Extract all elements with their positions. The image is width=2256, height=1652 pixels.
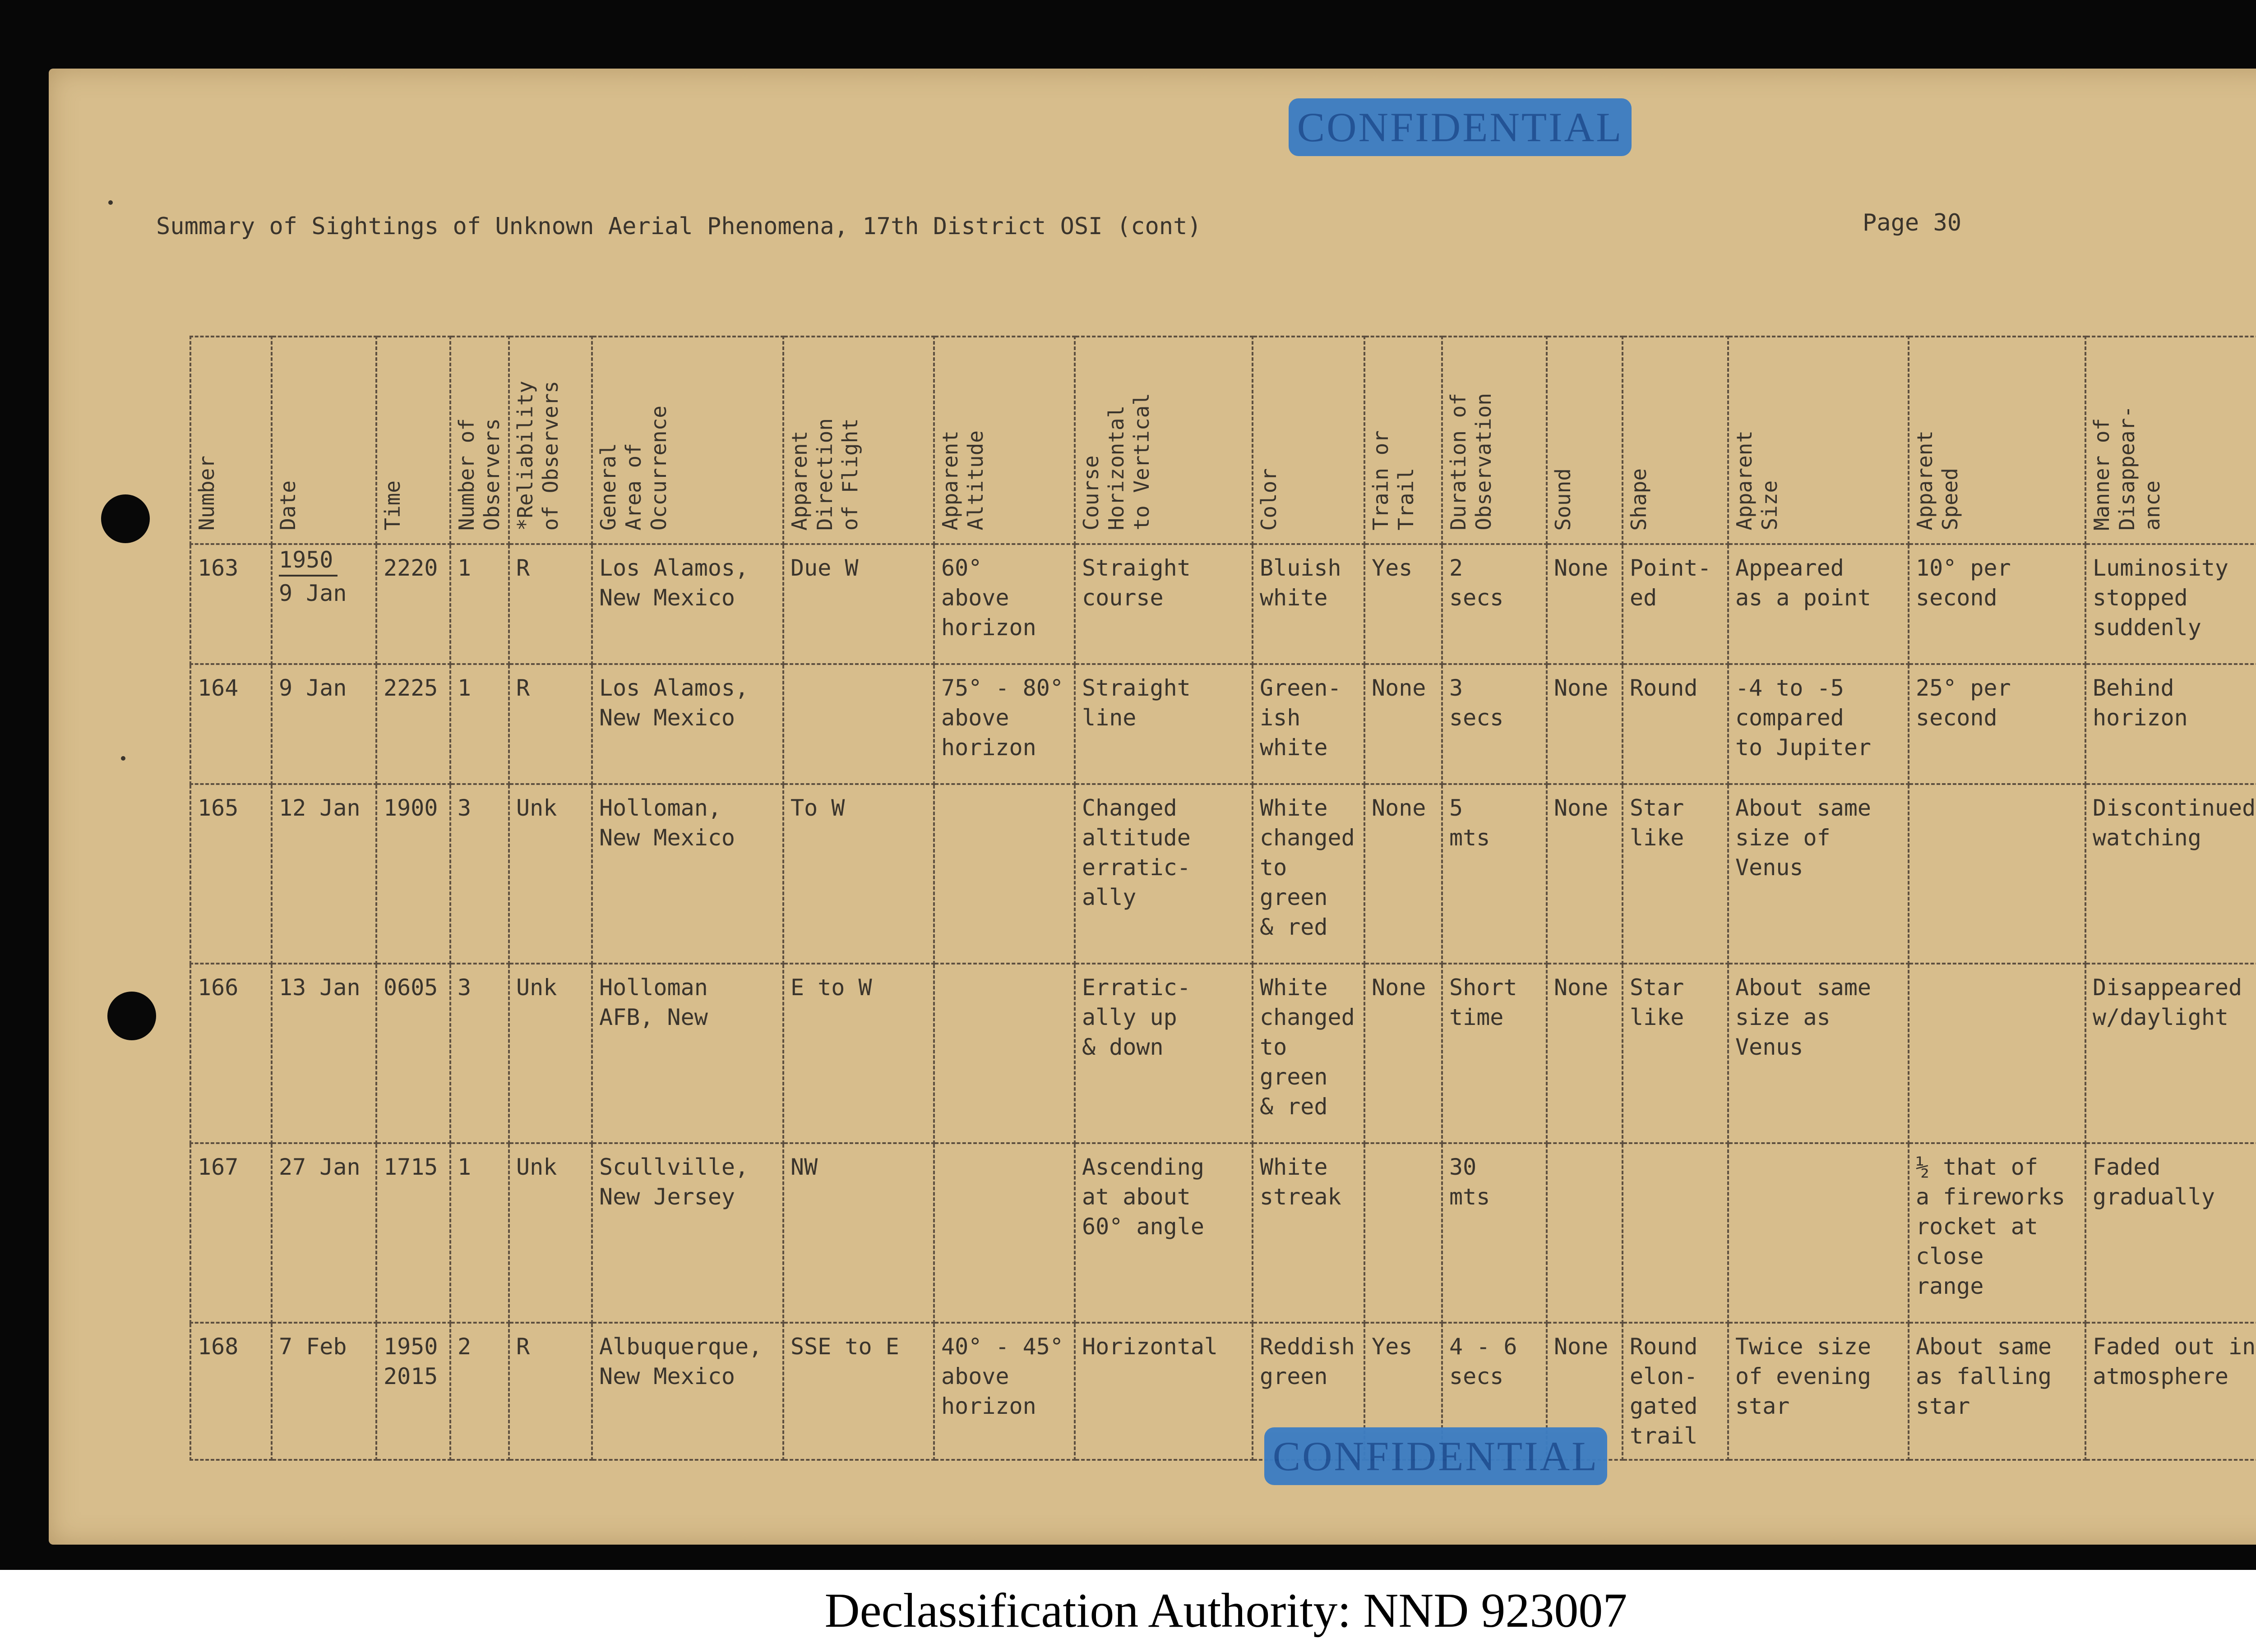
cell-text: E to W	[791, 974, 872, 1001]
table-cell	[1075, 1323, 1253, 1460]
table-cell	[1547, 1143, 1623, 1323]
table-cell	[1547, 544, 1623, 664]
table-cell	[1547, 664, 1623, 784]
table-cell	[509, 1143, 592, 1323]
cell-text: Los Alamos, New Mexico	[599, 675, 749, 731]
table-cell	[450, 1323, 509, 1460]
table-cell	[1909, 664, 2085, 784]
table-cell	[1623, 784, 1728, 964]
table-cell	[272, 1323, 376, 1460]
cell-text: None	[1554, 974, 1609, 1001]
cell-text: 25° per second	[1916, 675, 2011, 731]
table-cell	[592, 1323, 783, 1460]
cell-text: Los Alamos, New Mexico	[599, 555, 749, 611]
cell-text: Albuquerque, New Mexico	[599, 1334, 763, 1389]
table-cell	[934, 664, 1075, 784]
column-header: Sound	[1547, 337, 1623, 544]
table-cell	[272, 664, 376, 784]
cell-text: NW	[791, 1154, 818, 1180]
cell-text: Unk	[516, 974, 557, 1001]
table-cell	[376, 1323, 450, 1460]
table-row	[190, 1323, 2256, 1460]
table-cell	[376, 784, 450, 964]
cell-text: White streak	[1260, 1154, 1341, 1210]
cell-text: Bluish white	[1260, 555, 1341, 611]
cell-text: R	[516, 1334, 530, 1360]
cell-text: Straight course	[1082, 555, 1191, 611]
table-cell	[1909, 1323, 2085, 1460]
table-cell	[1442, 1143, 1547, 1323]
column-header: Time	[376, 337, 450, 544]
cell-text: Unk	[516, 1154, 557, 1180]
cell-text: 2	[458, 1334, 472, 1360]
table-cell	[1364, 784, 1442, 964]
table-cell	[783, 664, 934, 784]
column-header: Course Horizontal to Vertical	[1075, 337, 1253, 544]
cell-text: White changed to green & red	[1260, 974, 1355, 1120]
confidential-stamp-top: CONFIDENTIAL	[1289, 98, 1632, 156]
table-cell	[1253, 1143, 1364, 1323]
paper-mark	[108, 200, 113, 205]
cell-text: 10° per second	[1916, 555, 2011, 611]
cell-text: Star like	[1630, 795, 1684, 851]
column-header: Shape	[1623, 337, 1728, 544]
table-cell	[783, 544, 934, 664]
cell-text: Faded out in atmosphere	[2093, 1334, 2256, 1389]
cell-text: 75° - 80° above horizon	[941, 675, 1063, 761]
column-header: Apparent Speed	[1909, 337, 2085, 544]
table-cell	[450, 1143, 509, 1323]
table-cell	[1909, 784, 2085, 964]
cell-text: 0605	[384, 974, 438, 1001]
table-cell	[1364, 544, 1442, 664]
table-cell	[1728, 664, 1909, 784]
table-cell	[934, 1143, 1075, 1323]
cell-text: Yes	[1372, 1334, 1413, 1360]
cell-text: 3	[458, 795, 472, 821]
cell-text: None	[1554, 675, 1609, 701]
table-cell	[450, 784, 509, 964]
year-label: 1950	[279, 545, 337, 577]
table-cell	[2085, 1323, 2256, 1460]
column-header: Apparent Direction of Flight	[783, 337, 934, 544]
table-cell	[1075, 544, 1253, 664]
cell-text: 30 mts	[1449, 1154, 1490, 1210]
table-cell	[2085, 664, 2256, 784]
table-row	[190, 1143, 2256, 1323]
cell-text: None	[1372, 974, 1426, 1001]
cell-text: Point- ed	[1630, 555, 1711, 611]
document-title: Summary of Sightings of Unknown Aerial Phenomena, 17th District OSI (cont)	[156, 213, 1202, 240]
cell-text: About same size of Venus	[1735, 795, 1872, 881]
cell-text: About same size as Venus	[1735, 974, 1872, 1060]
cell-text: Round elon- gated trail	[1630, 1334, 1698, 1449]
table-cell	[1364, 664, 1442, 784]
document-page	[49, 69, 2256, 1545]
cell-text: 166	[198, 974, 239, 1001]
column-header: Manner of Disappear- ance	[2085, 337, 2256, 544]
cell-text: None	[1554, 555, 1609, 581]
column-header: *Reliability of Observers	[509, 337, 592, 544]
cell-text: 9 Jan	[279, 580, 347, 606]
table-cell	[450, 664, 509, 784]
cell-text: 3	[458, 974, 472, 1001]
cell-text: To W	[791, 795, 845, 821]
cell-text: Round	[1630, 675, 1698, 701]
table-cell	[2085, 964, 2256, 1143]
table-cell	[1442, 664, 1547, 784]
cell-text: 12 Jan	[279, 795, 361, 821]
table-cell	[1623, 964, 1728, 1143]
page-number: Page 30	[1863, 209, 1962, 236]
table-cell	[2085, 544, 2256, 664]
column-header: Number	[190, 337, 272, 544]
table-cell	[1442, 964, 1547, 1143]
table-cell	[450, 544, 509, 664]
table-cell	[1909, 964, 2085, 1143]
cell-text: 1950 2015	[384, 1334, 438, 1389]
table-cell	[450, 964, 509, 1143]
table-cell	[376, 664, 450, 784]
cell-text: 1	[458, 1154, 472, 1180]
cell-text: Changed altitude erratic- ally	[1082, 795, 1191, 910]
table-cell	[509, 964, 592, 1143]
cell-text: -4 to -5 compared to Jupiter	[1735, 675, 1872, 761]
cell-text: Luminosity stopped suddenly	[2093, 555, 2229, 641]
table-row	[190, 664, 2256, 784]
cell-text: White changed to green & red	[1260, 795, 1355, 940]
table-cell	[592, 784, 783, 964]
table-cell	[190, 1323, 272, 1460]
table-cell	[1728, 1323, 1909, 1460]
cell-text: 9 Jan	[279, 675, 347, 701]
cell-text: Star like	[1630, 974, 1684, 1030]
table-cell	[1728, 544, 1909, 664]
table-row	[190, 544, 2256, 664]
declassification-footer: Declassification Authority: NND 923007	[824, 1584, 1627, 1638]
column-header: Color	[1253, 337, 1364, 544]
table-cell	[1253, 784, 1364, 964]
cell-text: R	[516, 555, 530, 581]
table-cell	[1075, 964, 1253, 1143]
table-cell	[783, 964, 934, 1143]
table-cell	[376, 1143, 450, 1323]
cell-text: Discontinued watching	[2093, 795, 2256, 851]
table-cell	[509, 544, 592, 664]
column-header: Duration of Observation	[1442, 337, 1547, 544]
cell-text: 163	[198, 555, 239, 581]
cell-text: Faded gradually	[2093, 1154, 2215, 1210]
table-cell	[592, 664, 783, 784]
table-cell	[1253, 964, 1364, 1143]
table-cell	[783, 1323, 934, 1460]
table-cell	[509, 784, 592, 964]
cell-text: R	[516, 675, 530, 701]
table-cell	[272, 964, 376, 1143]
table-cell	[272, 544, 376, 664]
table-cell	[1075, 664, 1253, 784]
cell-text: Behind horizon	[2093, 675, 2188, 731]
cell-text: 4 - 6 secs	[1449, 1334, 1517, 1389]
cell-text: Reddish green	[1260, 1334, 1355, 1389]
cell-text: 5 mts	[1449, 795, 1490, 851]
cell-text: Short time	[1449, 974, 1517, 1030]
table-cell	[1364, 964, 1442, 1143]
cell-text: Horizontal	[1082, 1334, 1218, 1360]
table-cell	[1623, 1323, 1728, 1460]
cell-text: 7 Feb	[279, 1334, 347, 1360]
cell-text: 168	[198, 1334, 239, 1360]
table-cell	[934, 784, 1075, 964]
column-header: Apparent Size	[1728, 337, 1909, 544]
table-cell	[2085, 784, 2256, 964]
cell-text: Holloman AFB, New	[599, 974, 708, 1030]
table-cell	[1364, 1143, 1442, 1323]
cell-text: 1	[458, 555, 472, 581]
cell-text: 2220	[384, 555, 438, 581]
punch-hole-top	[101, 494, 150, 543]
table-cell	[1909, 544, 2085, 664]
cell-text: 27 Jan	[279, 1154, 361, 1180]
table-cell	[934, 964, 1075, 1143]
table-cell	[376, 964, 450, 1143]
column-header: Apparent Altitude	[934, 337, 1075, 544]
cell-text: 2225	[384, 675, 438, 701]
column-header: Date	[272, 337, 376, 544]
table-cell	[783, 1143, 934, 1323]
table-cell	[1547, 964, 1623, 1143]
paper-mark	[121, 756, 125, 761]
cell-text: Scullville, New Jersey	[599, 1154, 749, 1210]
table-cell	[190, 1143, 272, 1323]
cell-text: 1900	[384, 795, 438, 821]
cell-text: Unk	[516, 795, 557, 821]
table-header-row	[190, 337, 2256, 544]
cell-text: Ascending at about 60° angle	[1082, 1154, 1204, 1240]
table-cell	[190, 544, 272, 664]
cell-text: 3 secs	[1449, 675, 1504, 731]
cell-text: 165	[198, 795, 239, 821]
column-header: General Area of Occurrence	[592, 337, 783, 544]
cell-text: Holloman, New Mexico	[599, 795, 735, 851]
table-cell	[934, 1323, 1075, 1460]
table-cell	[1728, 1143, 1909, 1323]
cell-text: 13 Jan	[279, 974, 361, 1001]
table-cell	[783, 784, 934, 964]
cell-text: Disappeared w/daylight	[2093, 974, 2242, 1030]
table-cell	[272, 784, 376, 964]
table-cell	[1909, 1143, 2085, 1323]
table-cell	[1442, 544, 1547, 664]
cell-text: 167	[198, 1154, 239, 1180]
punch-hole-bottom	[107, 992, 156, 1040]
cell-text: 60° above horizon	[941, 555, 1036, 641]
cell-text: Due W	[791, 555, 859, 581]
table-cell	[1547, 784, 1623, 964]
table-cell	[2085, 1143, 2256, 1323]
table-cell	[190, 964, 272, 1143]
table-cell	[1728, 964, 1909, 1143]
cell-text: SSE to E	[791, 1334, 899, 1360]
table-cell	[509, 664, 592, 784]
sightings-table	[190, 336, 2256, 1461]
table-cell	[1253, 544, 1364, 664]
table-cell	[592, 964, 783, 1143]
cell-text: None	[1554, 795, 1609, 821]
cell-text: None	[1372, 795, 1426, 821]
cell-text: None	[1372, 675, 1426, 701]
cell-text: Twice size of evening star	[1735, 1334, 1872, 1419]
cell-text: ½ that of a fireworks rocket at close range	[1916, 1154, 2066, 1299]
table-cell	[934, 544, 1075, 664]
table-cell	[592, 544, 783, 664]
table-cell	[190, 664, 272, 784]
cell-text: 40° - 45° above horizon	[941, 1334, 1063, 1419]
table-cell	[1253, 664, 1364, 784]
confidential-stamp-bottom: CONFIDENTIAL	[1264, 1427, 1607, 1485]
column-header: Number of Observers	[450, 337, 509, 544]
table-row	[190, 784, 2256, 964]
table-cell	[1442, 784, 1547, 964]
table-cell	[1623, 664, 1728, 784]
table-cell	[592, 1143, 783, 1323]
table-cell	[272, 1143, 376, 1323]
cell-text: 1	[458, 675, 472, 701]
table-cell	[1623, 1143, 1728, 1323]
table-cell	[509, 1323, 592, 1460]
cell-text: Appeared as a point	[1735, 555, 1872, 611]
column-header: Train or Trail	[1364, 337, 1442, 544]
cell-text: Yes	[1372, 555, 1413, 581]
cell-text: None	[1554, 1334, 1609, 1360]
cell-text: Erratic- ally up & down	[1082, 974, 1191, 1060]
table-cell	[376, 544, 450, 664]
cell-text: 2 secs	[1449, 555, 1504, 611]
cell-text: Green- ish white	[1260, 675, 1341, 761]
table-cell	[1075, 784, 1253, 964]
cell-text: 164	[198, 675, 239, 701]
table-cell	[1623, 544, 1728, 664]
table-cell	[190, 784, 272, 964]
table-cell	[1728, 784, 1909, 964]
cell-text: About same as falling star	[1916, 1334, 2052, 1419]
table-row	[190, 964, 2256, 1143]
table-cell	[1075, 1143, 1253, 1323]
cell-text: 1715	[384, 1154, 438, 1180]
cell-text: Straight line	[1082, 675, 1191, 731]
